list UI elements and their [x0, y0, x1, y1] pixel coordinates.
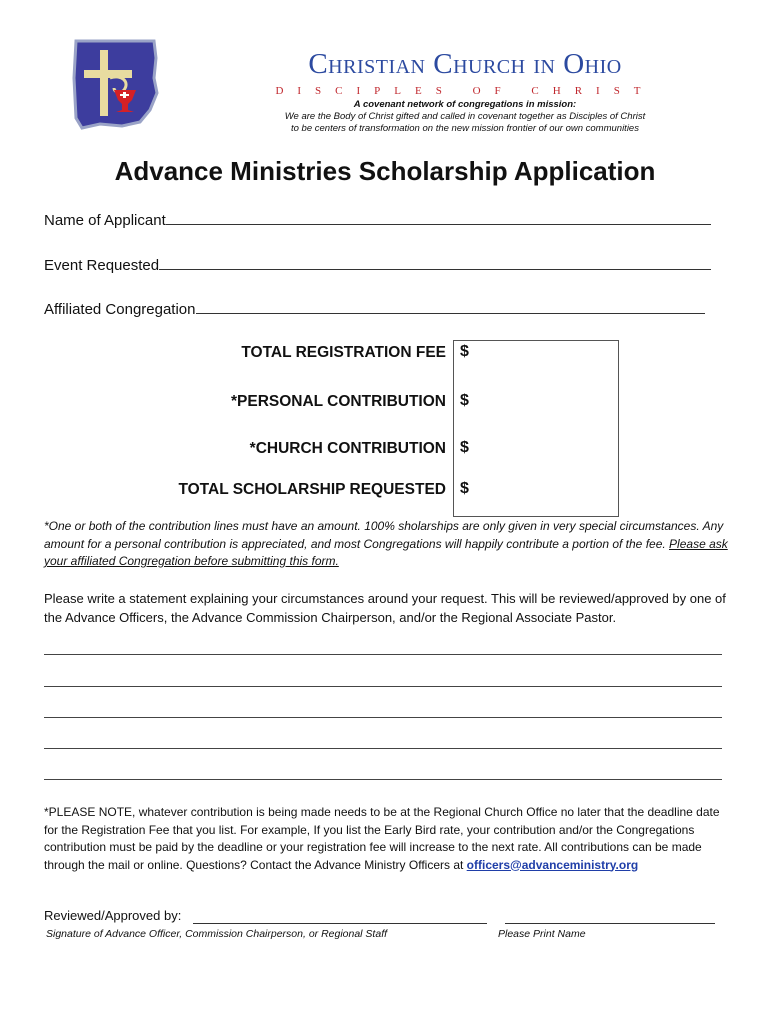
church-contribution-currency: $ — [460, 439, 469, 456]
org-name: Christian Church in Ohio — [308, 48, 622, 80]
statement-line-5[interactable] — [44, 779, 722, 780]
tagline-heading: A covenant network of congregations in mission: — [353, 99, 577, 110]
org-subtitle: DISCIPLES OF CHRIST — [275, 85, 655, 97]
statement-line-3[interactable] — [44, 717, 722, 718]
registration-fee-currency: $ — [460, 343, 469, 360]
statement-line-2[interactable] — [44, 686, 722, 687]
statement-line-4[interactable] — [44, 748, 722, 749]
print-name-line[interactable] — [505, 923, 715, 924]
church-contribution-box[interactable] — [453, 436, 619, 477]
please-note — [44, 804, 729, 874]
please-note-text: *PLEASE NOTE, whatever contribution is being made needs to be at the Regional Church Office no later that the deadline date for the Registration Fee that you list. For example, If you list the Early Bird rate, your contribution and/or the Congregations contribution must be paid by the deadline or your registration fee will increase to the next rate. All contributions can be made through the mail or online. Questions? Contact the Advance Ministry Officers at — [44, 805, 720, 872]
congregation-input-line[interactable] — [196, 300, 705, 314]
scholarship-requested-currency: $ — [460, 480, 469, 497]
name-label: Name of Applicant — [44, 212, 166, 229]
registration-fee-box[interactable] — [453, 340, 619, 390]
statement-prompt: Please write a statement explaining your circumstances around your request. This will be reviewed/approved by one of the Advance Officers, the Advance Commission Chairperson, and/or the Regional Associate Pastor. — [44, 591, 726, 625]
form-title: Advance Ministries Scholarship Application — [114, 156, 656, 186]
reviewed-by-label: Reviewed/Approved by: — [44, 908, 182, 923]
statement-line-1[interactable] — [44, 654, 722, 655]
scholarship-requested-label: TOTAL SCHOLARSHIP REQUESTED — [178, 481, 446, 498]
congregation-field-row — [44, 300, 705, 318]
officers-email-link[interactable]: officers@advanceministry.org — [466, 857, 639, 872]
signature-caption: Signature of Advance Officer, Commission Chairperson, or Regional Staff — [46, 928, 388, 940]
registration-fee-label: TOTAL REGISTRATION FEE — [241, 344, 446, 361]
event-label: Event Requested — [44, 257, 160, 274]
tagline — [165, 111, 765, 135]
church-contribution-label: *CHURCH CONTRIBUTION — [249, 440, 446, 457]
personal-contribution-currency: $ — [460, 392, 469, 409]
signature-line[interactable] — [193, 923, 487, 924]
tagline-line-2: to be centers of transformation on the new mission frontier of our own communities — [291, 123, 639, 134]
personal-contribution-label: *PERSONAL CONTRIBUTION — [230, 393, 446, 410]
scholarship-requested-box[interactable] — [453, 476, 619, 517]
congregation-label: Affiliated Congregation — [44, 301, 196, 318]
church-logo — [70, 38, 160, 133]
name-field-row — [44, 211, 711, 229]
contribution-note-text: *One or both of the contribution lines must have an amount. 100% sholarships are only given in very special circumstances. Any amount for a personal contribution is appreciated, and most Congregations will happily contribute a portion of the fee. — [44, 519, 724, 551]
event-input-line[interactable] — [159, 256, 711, 270]
name-input-line[interactable] — [166, 211, 711, 225]
personal-contribution-box[interactable] — [453, 388, 619, 437]
print-name-caption: Please Print Name — [498, 928, 586, 940]
event-field-row — [44, 256, 711, 274]
tagline-line-1: We are the Body of Christ gifted and called in covenant together as Disciples of Christ — [284, 111, 646, 122]
contribution-note-underlined: Please ask your affiliated Congregation before submitting this form. — [44, 536, 728, 568]
contribution-note — [44, 518, 734, 571]
